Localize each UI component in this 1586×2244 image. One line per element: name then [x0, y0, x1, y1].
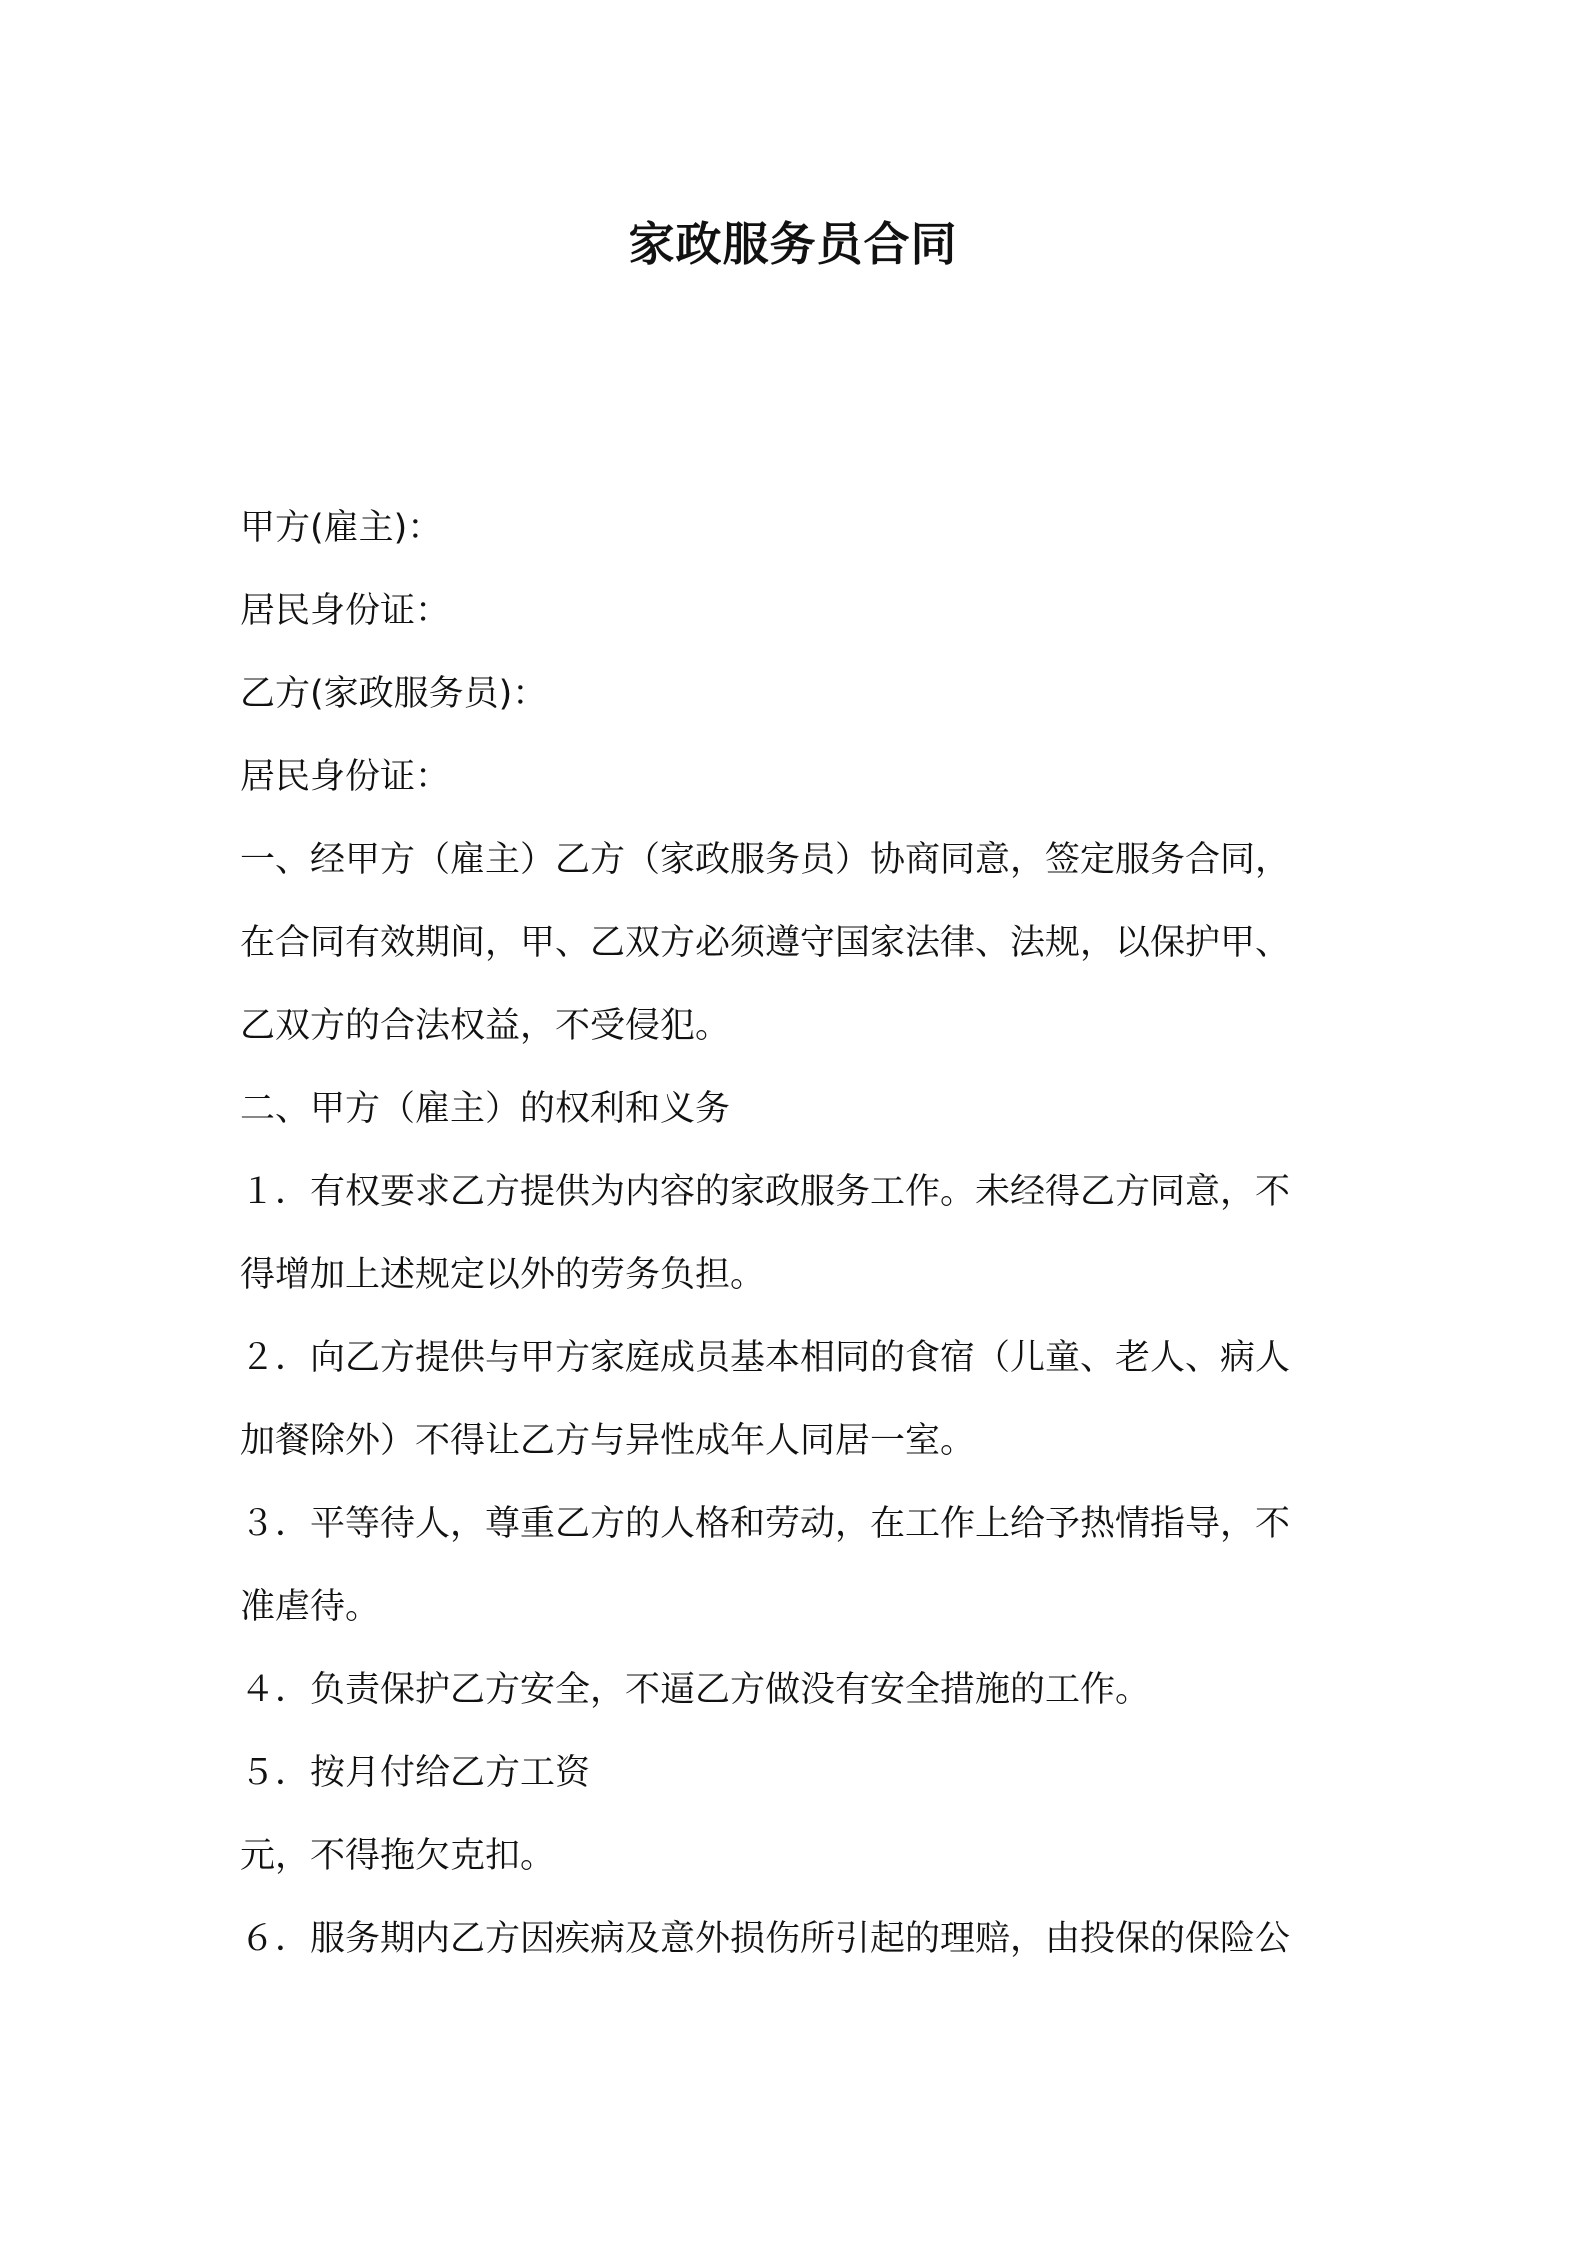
- item-1-line-2: 得增加上述规定以外的劳务负担。: [240, 1255, 766, 1295]
- item-3-line-2: 准虐待。: [240, 1587, 381, 1627]
- item-2-line-2: 加餐除外）不得让乙方与异性成年人同居一室。: [240, 1421, 976, 1461]
- item-5-line-1: ５．按月付给乙方工资: [240, 1753, 591, 1793]
- party-b-line: 乙方(家政服务员)：: [240, 674, 548, 714]
- clause-1-line-3: 乙双方的合法权益，不受侵犯。: [240, 1006, 731, 1046]
- item-6-line-1: ６．服务期内乙方因疾病及意外损伤所引起的理赔，由投保的保险公: [240, 1919, 1291, 1959]
- party-a-id-line: 居民身份证：: [240, 591, 451, 631]
- document-body: [240, 487, 1360, 1981]
- item-1-line-1: １．有权要求乙方提供为内容的家政服务工作。未经得乙方同意，不: [240, 1172, 1291, 1212]
- item-4-line-1: ４．负责保护乙方安全，不逼乙方做没有安全措施的工作。: [240, 1670, 1151, 1710]
- document-title: 家政服务员合同: [628, 217, 958, 271]
- clause-2-heading: 二、甲方（雇主）的权利和义务: [240, 1089, 731, 1129]
- item-3-line-1: ３．平等待人，尊重乙方的人格和劳动，在工作上给予热情指导，不: [240, 1504, 1291, 1544]
- clause-1-line-1: 一、经甲方（雇主）乙方（家政服务员）协商同意，签定服务合同，: [240, 840, 1291, 880]
- item-5-line-2: 元，不得拖欠克扣。: [240, 1836, 556, 1876]
- item-2-line-1: ２．向乙方提供与甲方家庭成员基本相同的食宿（儿童、老人、病人: [240, 1338, 1291, 1378]
- clause-1-line-2: 在合同有效期间，甲、乙双方必须遵守国家法律、法规，以保护甲、: [240, 923, 1291, 963]
- party-a-line: 甲方(雇主)：: [240, 508, 443, 548]
- party-b-id-line: 居民身份证：: [240, 757, 451, 797]
